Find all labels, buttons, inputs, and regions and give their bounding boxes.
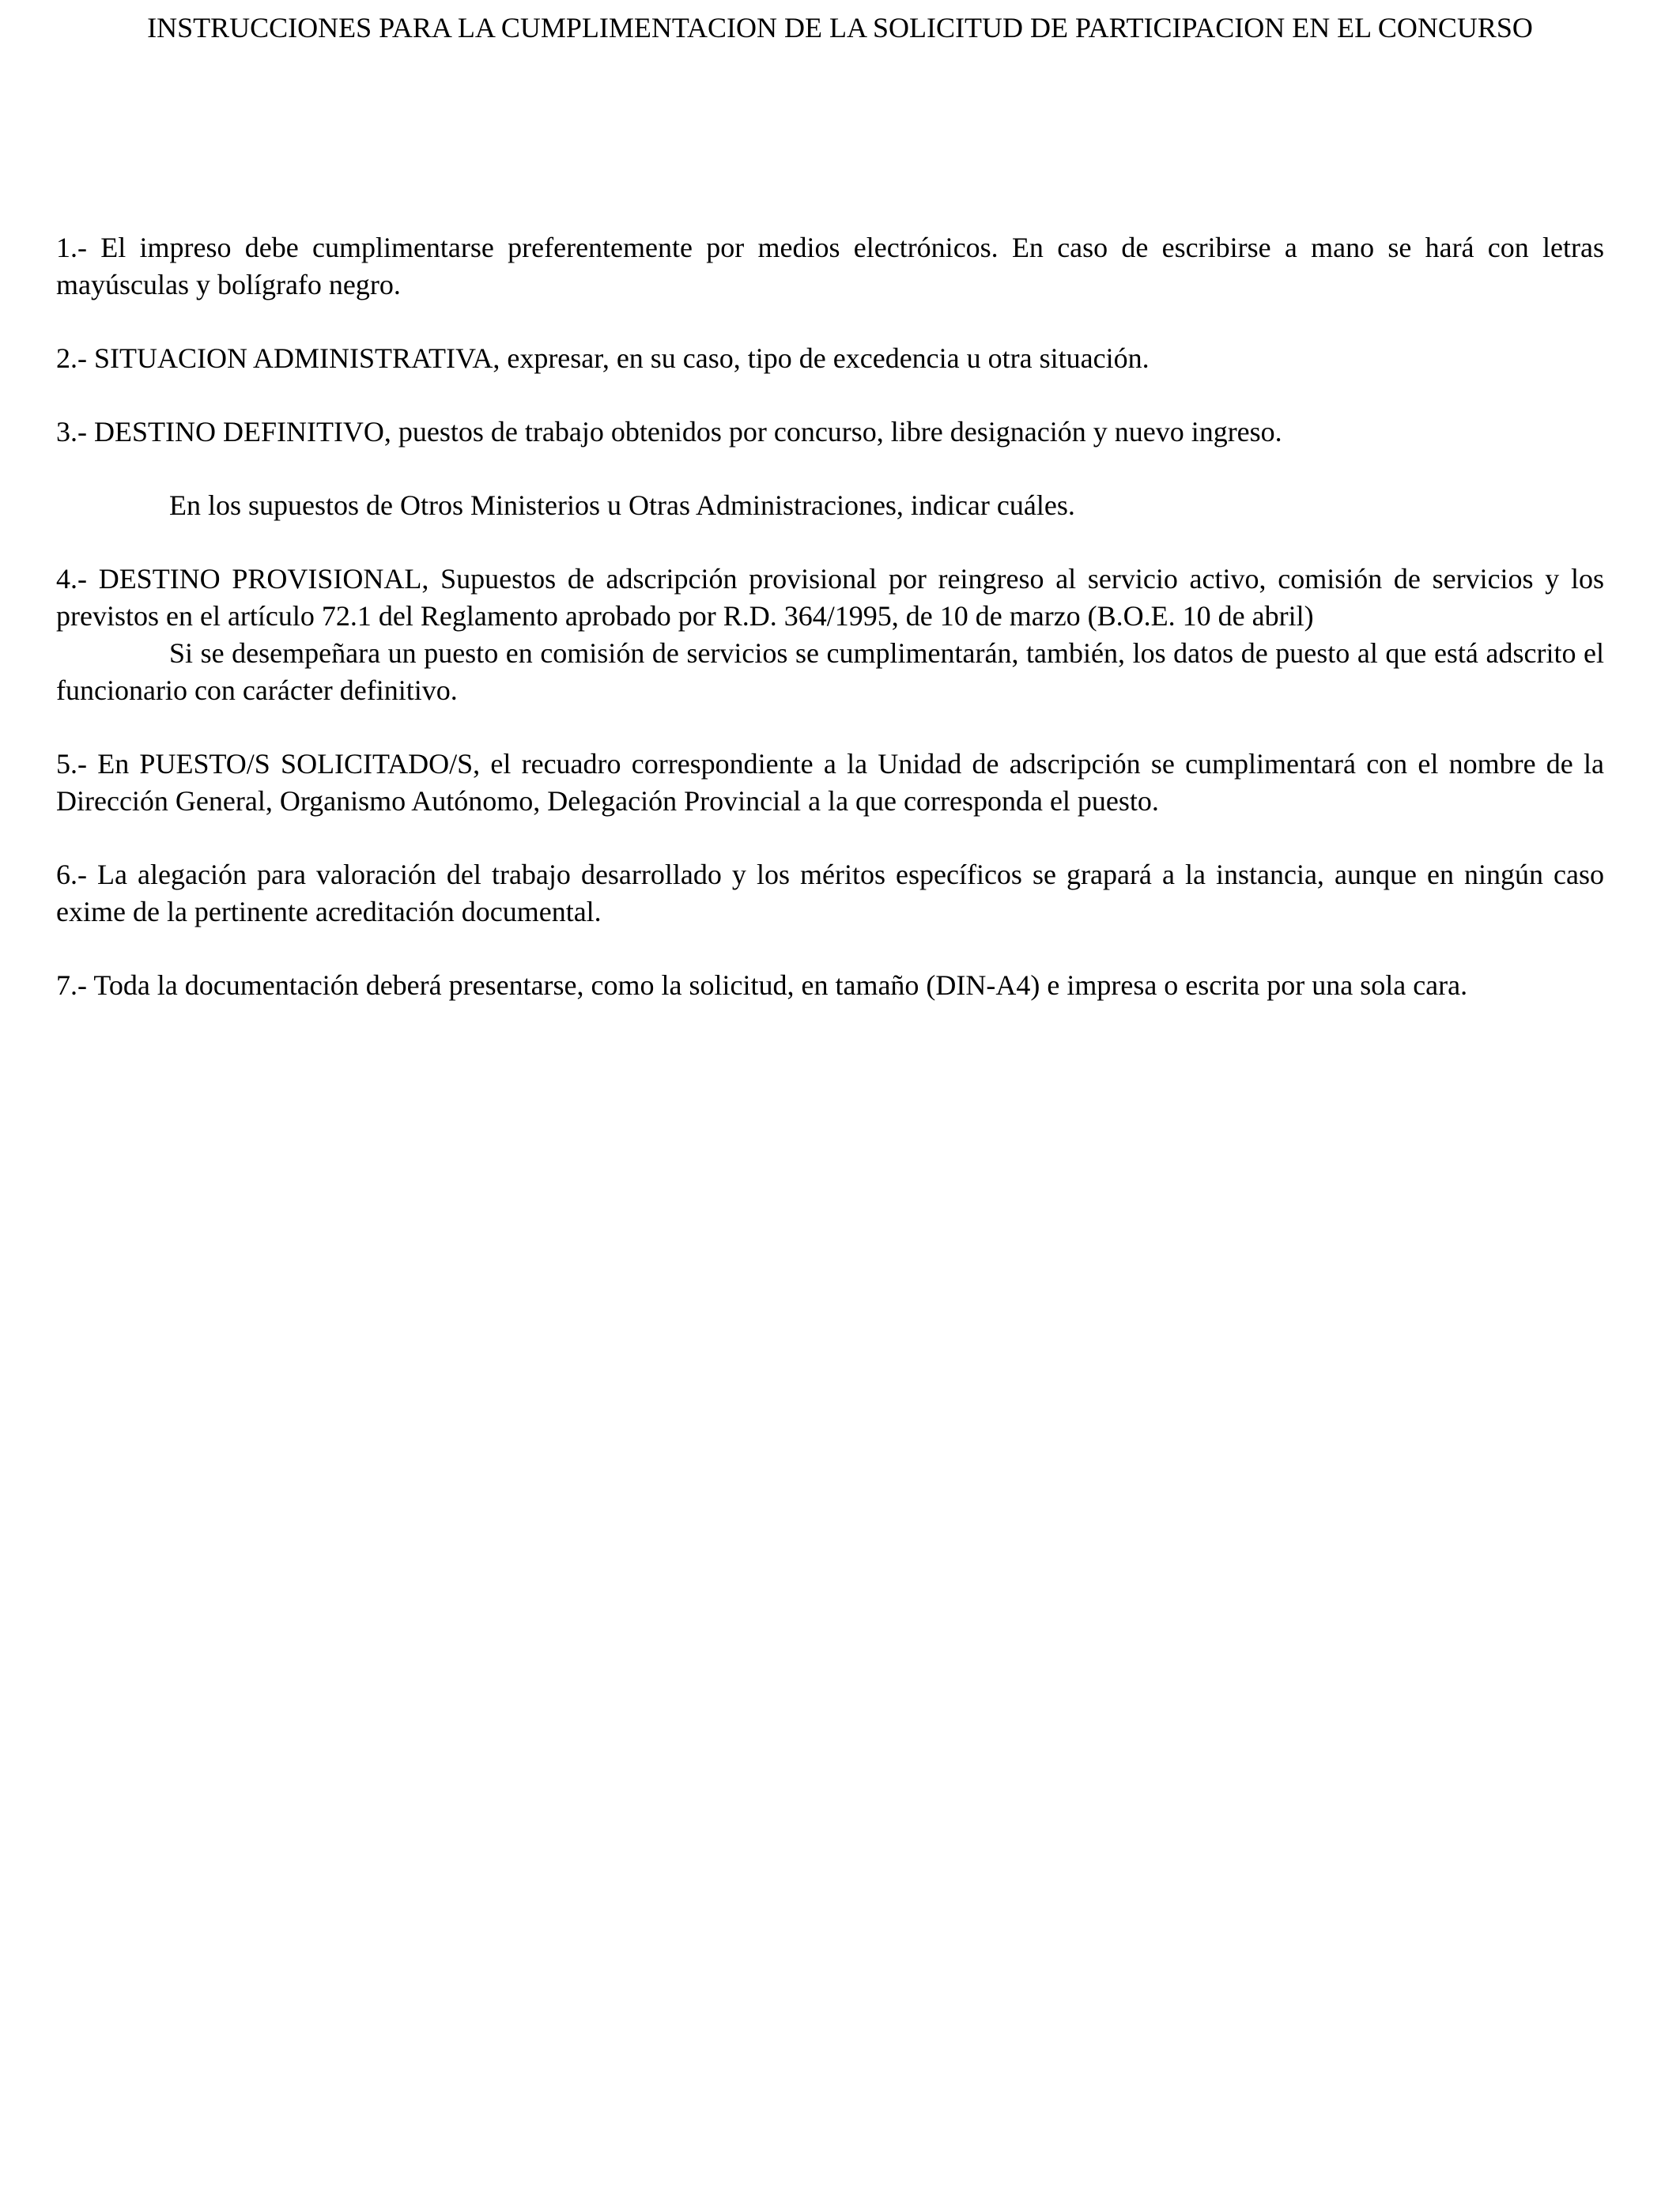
- instruction-item-4-note: Si se desempeñara un puesto en comisión de servicios se cumplimentarán, también, los datos de puesto al que está adscrito el funcionario con carácter definitivo.: [56, 637, 1604, 706]
- instruction-item-6: 6.- La alegación para valoración del trabajo desarrollado y los méritos específicos se grapará a la instancia, aunque en ningún caso exime de la pertinente acreditación documental.: [56, 859, 1604, 927]
- instruction-item-7: 7.- Toda la documentación deberá presentarse, como la solicitud, en tamaño (DIN-A4) e impresa o escrita por una sola cara.: [56, 969, 1468, 1001]
- instruction-item-1: 1.- El impreso debe cumplimentarse preferentemente por medios electrónicos. En caso de escribirse a mano se hará con letras mayúsculas y bolígrafo negro.: [56, 232, 1604, 300]
- instruction-item-3-note: En los supuestos de Otros Ministerios u Otras Administraciones, indicar cuáles.: [169, 489, 1075, 521]
- document-title: INSTRUCCIONES PARA LA CUMPLIMENTACION DE LA SOLICITUD DE PARTICIPACION EN EL CONCURSO: [147, 12, 1533, 43]
- instruction-item-2: 2.- SITUACION ADMINISTRATIVA, expresar, en su caso, tipo de excedencia u otra situación.: [56, 342, 1150, 374]
- instruction-item-4: 4.- DESTINO PROVISIONAL, Supuestos de adscripción provisional por reingreso al servicio activo, comisión de servicios y los previstos en el artículo 72.1 del Reglamento aprobado por R.D. 364/1995, de 10 de marzo (B.O.E. 10 de abril): [56, 563, 1604, 632]
- instruction-item-5: 5.- En PUESTO/S SOLICITADO/S, el recuadro correspondiente a la Unidad de adscripción se cumplimentará con el nombre de la Dirección General, Organismo Autónomo, Delegación Provincial a la que corresponda el puesto.: [56, 748, 1604, 817]
- instructions-body: [56, 229, 1604, 1040]
- instruction-item-4-block: [56, 561, 1604, 709]
- instruction-item-3: 3.- DESTINO DEFINITIVO, puestos de trabajo obtenidos por concurso, libre designación y nuevo ingreso.: [56, 416, 1282, 447]
